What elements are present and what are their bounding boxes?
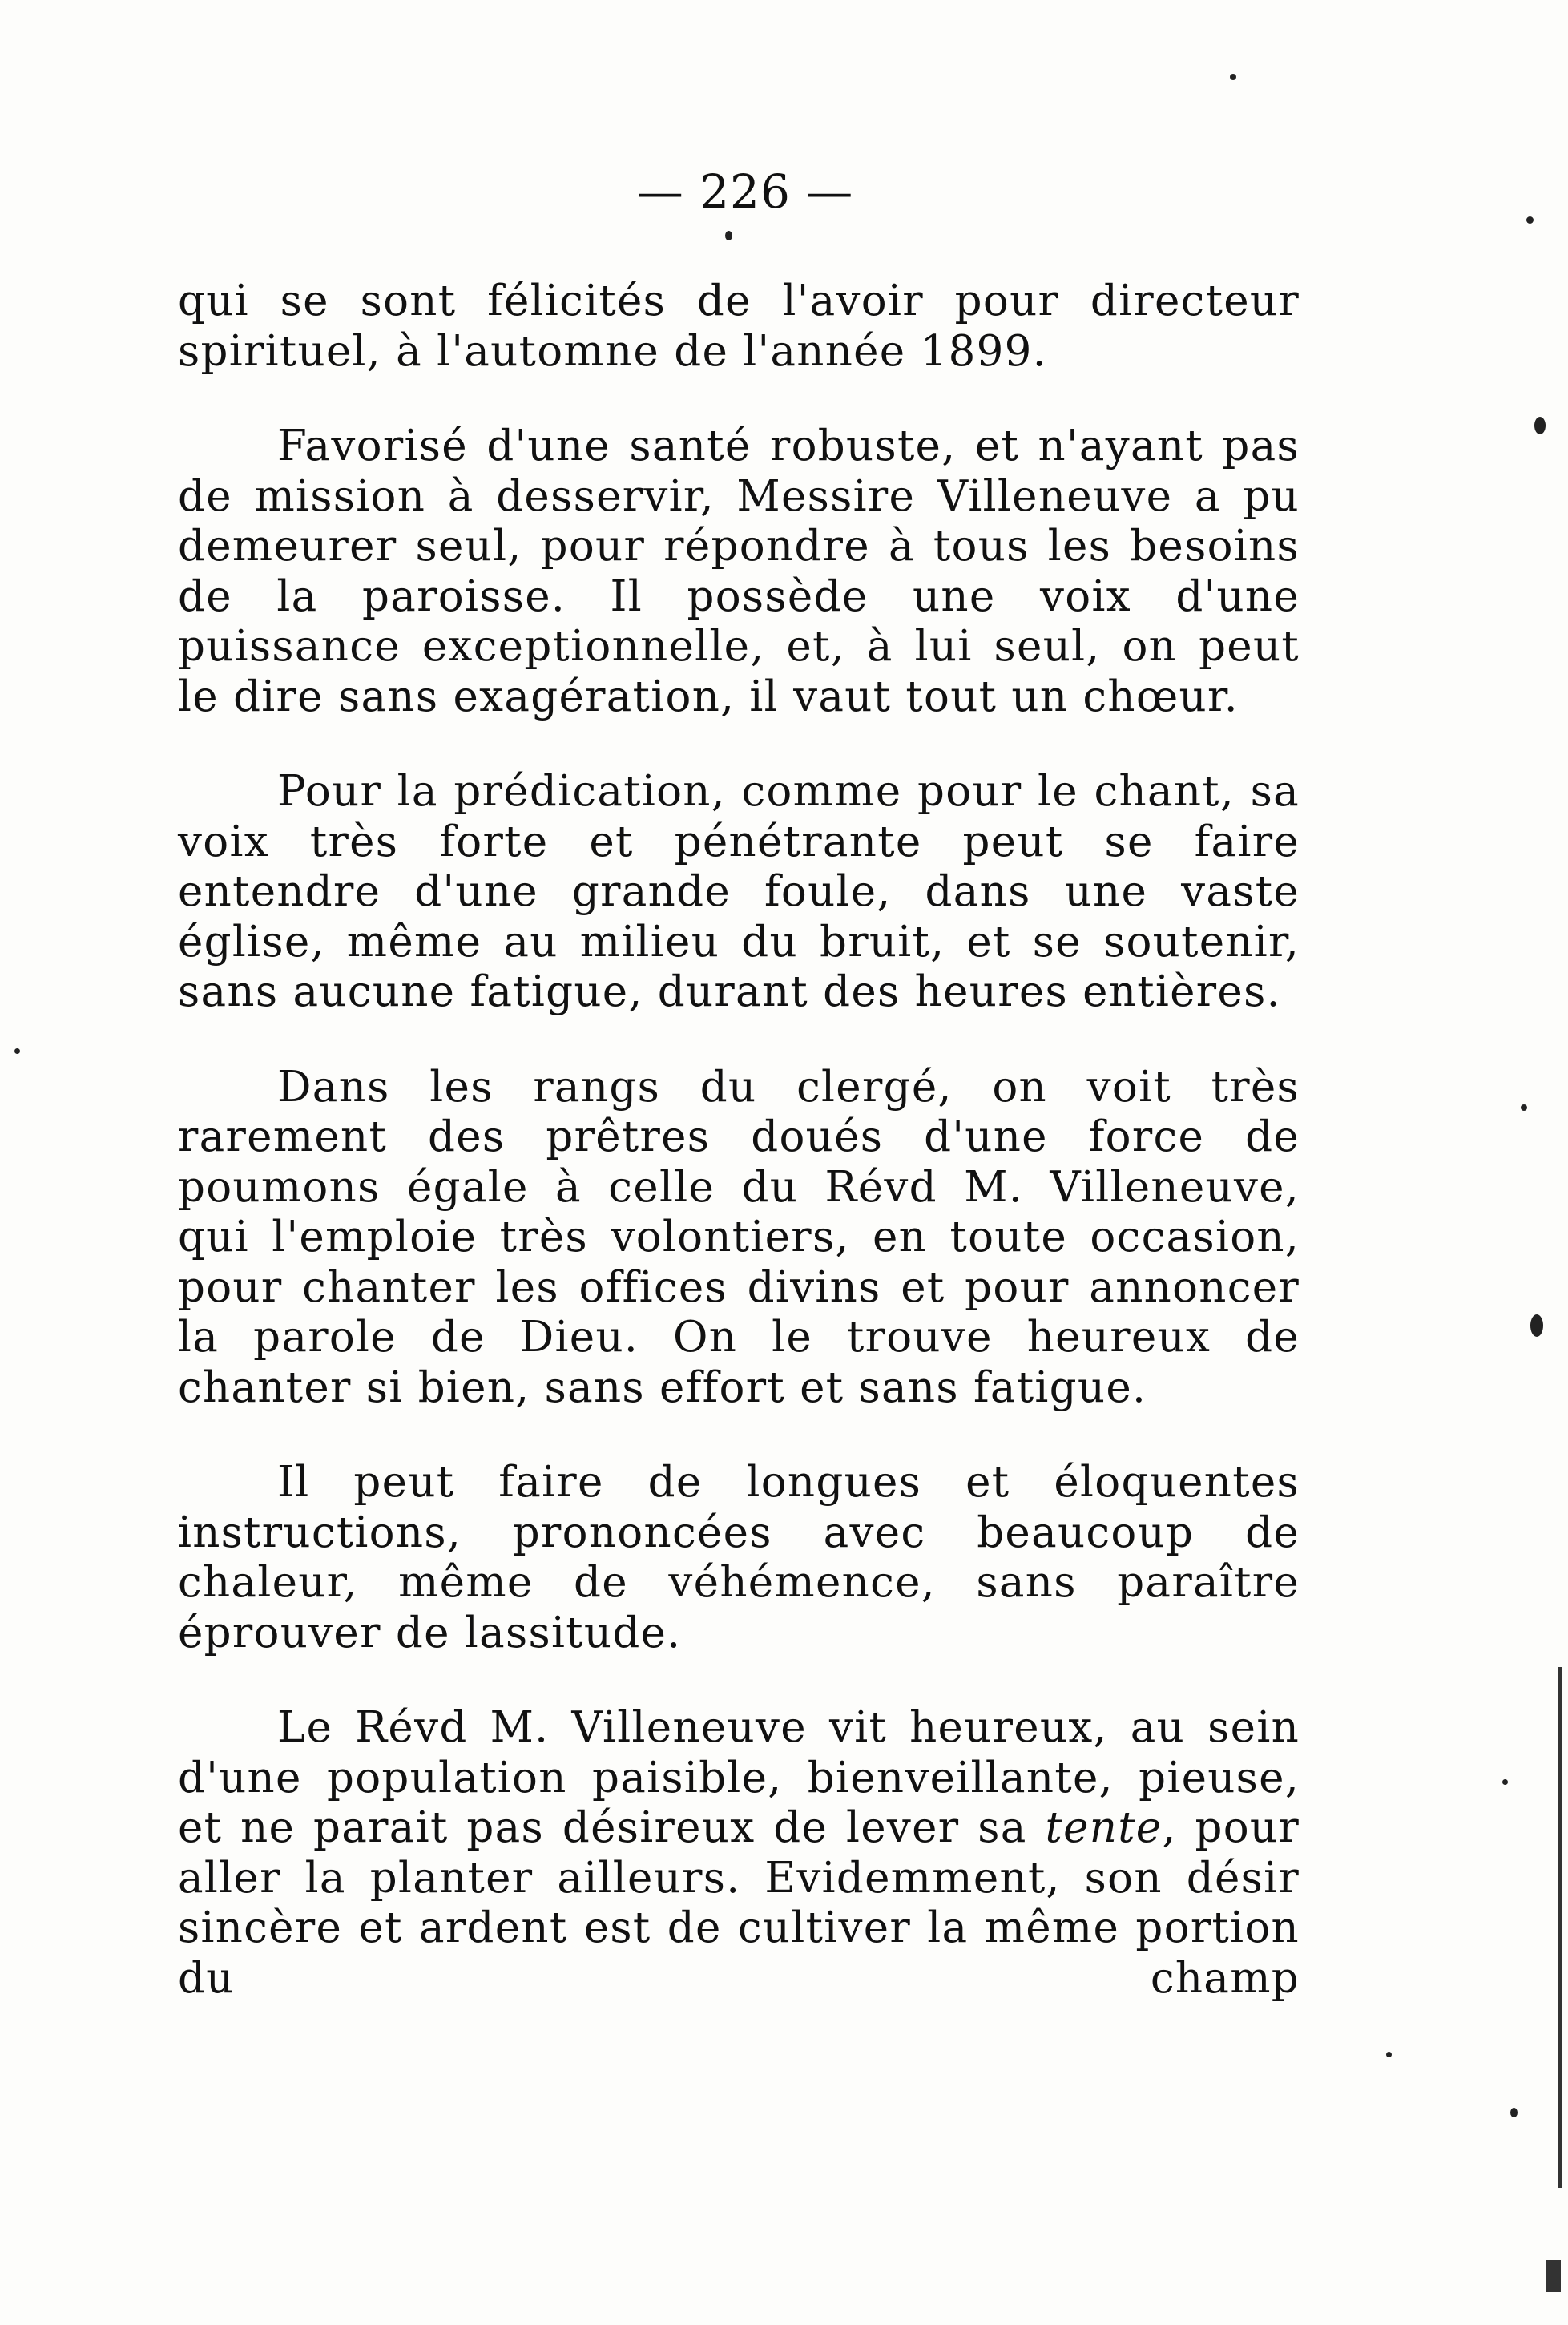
paragraph-happiness bbox=[178, 1703, 1300, 2004]
scan-edge-line bbox=[1558, 1667, 1562, 2188]
scan-speck bbox=[1510, 2108, 1518, 2117]
body-text bbox=[178, 276, 1300, 2004]
scan-speck bbox=[1230, 74, 1236, 80]
scan-speck bbox=[14, 1048, 20, 1054]
paragraph-instructions bbox=[178, 1458, 1300, 1658]
paragraph-continuation bbox=[178, 276, 1300, 377]
scan-speck bbox=[1526, 216, 1534, 224]
scan-speck bbox=[1502, 1779, 1508, 1785]
scan-speck bbox=[1386, 2052, 1392, 2057]
paragraph-text: Dans les rangs du clergé, on voit très rarement des prêtres doués d'une force de poumons égale à celle du Révd M. Villeneuve, qui l'emploie très volontiers, en toute occasion, pour chanter les offices divins et pour annoncer la parole de Dieu. On le trouve heureux de chanter si bien, sans effort et sans fatigue. bbox=[178, 1062, 1300, 1412]
scan-edge-mark bbox=[1546, 2260, 1561, 2292]
scan-speck bbox=[1534, 417, 1546, 434]
scan-speck bbox=[725, 231, 732, 240]
scan-speck bbox=[1521, 1104, 1527, 1111]
paragraph-text: qui se sont félicités de l'avoir pour directeur spirituel, à l'automne de l'année 1899. bbox=[178, 276, 1300, 376]
italic-word: tente bbox=[1045, 1803, 1163, 1852]
paragraph-health bbox=[178, 422, 1300, 722]
page-number: — 226 — bbox=[636, 164, 854, 219]
paragraph-clergy bbox=[178, 1063, 1300, 1414]
paragraph-text: Le Révd M. Villeneuve vit heureux, au sein d'une population paisible, bienveillante, pieuse, et ne parait pas désireux de lever sa bbox=[178, 1703, 1300, 1852]
paragraph-text: , pour aller la planter ailleurs. Evidemment, son désir sincère et ardent est de cultiver la même portion du champ bbox=[178, 1803, 1300, 2003]
paragraph-preaching bbox=[178, 767, 1300, 1018]
scan-speck bbox=[1530, 1314, 1543, 1337]
paragraph-text: Favorisé d'une santé robuste, et n'ayant pas de mission à desservir, Messire Villeneuve a pu demeurer seul, pour répondre à tous les besoins de la paroisse. Il possède une voix d'une puissance exceptionnelle, et, à lui seul, on peut le dire sans exagération, il vaut tout un chœur. bbox=[178, 422, 1300, 721]
paragraph-text: Il peut faire de longues et éloquentes instructions, prononcées avec beaucoup de chaleur, même de véhémence, sans paraître éprouver de lassitude. bbox=[178, 1458, 1300, 1657]
paragraph-text: Pour la prédication, comme pour le chant, sa voix très forte et pénétrante peut se faire entendre d'une grande foule, dans une vaste église, même au milieu du bruit, et se soutenir, sans aucune fatigue, durant des heures entières. bbox=[178, 767, 1300, 1016]
